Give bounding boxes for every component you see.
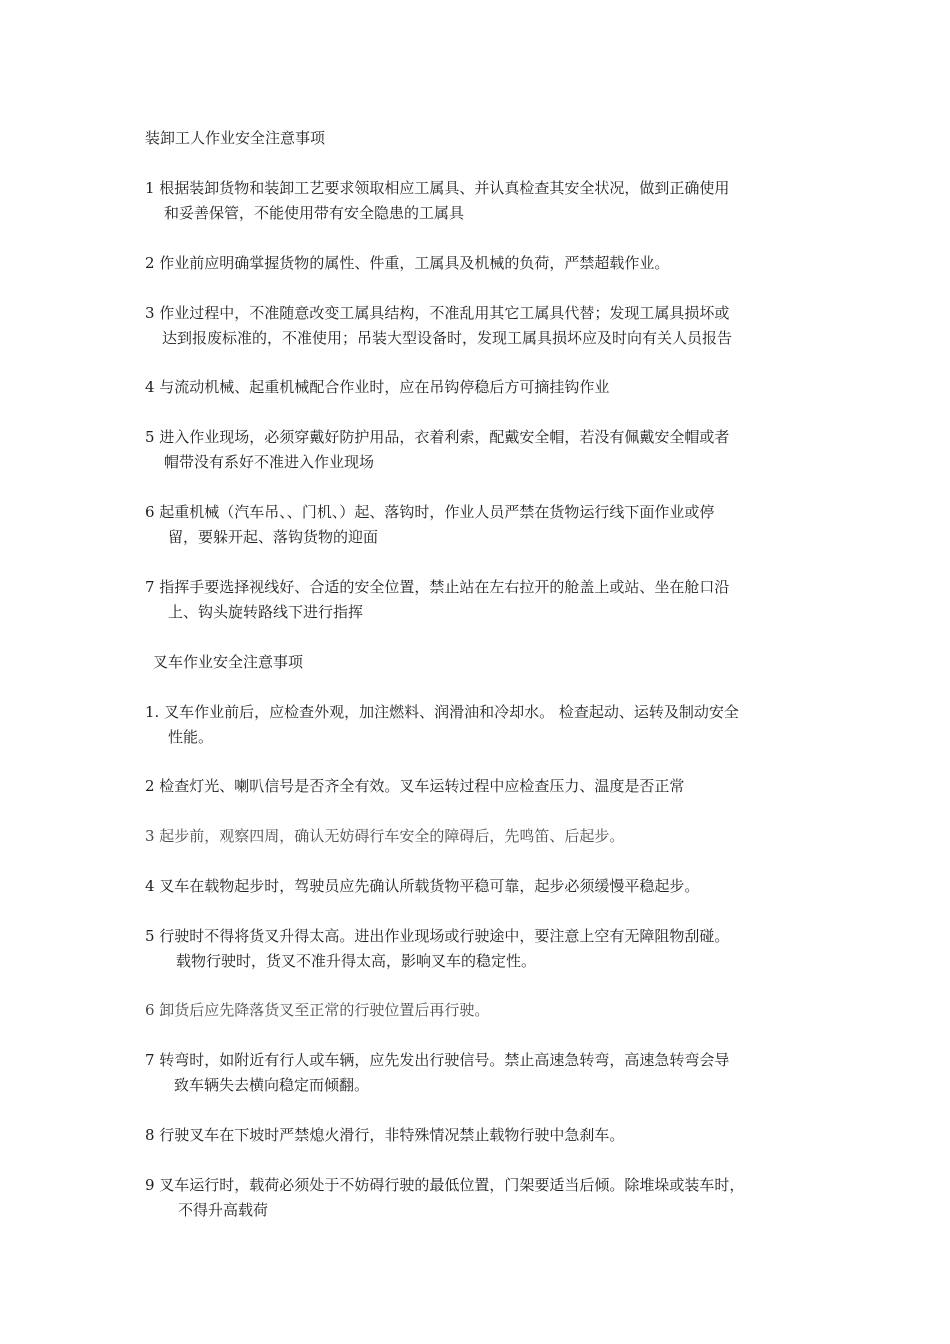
list-item: 6 卸货后应先降落货叉至正常的行驶位置后再行驶。: [145, 1001, 490, 1019]
list-item: 2 检查灯光、喇叭信号是否齐全有效。叉车运转过程中应检查压力、温度是否正常: [145, 777, 685, 795]
list-item: 2 作业前应明确掌握货物的属性、件重，工属具及机械的负荷，严禁超载作业。: [145, 254, 670, 272]
list-item: 8 行驶叉车在下坡时严禁熄火滑行，非特殊情况禁止载物行驶中急刹车。: [145, 1126, 625, 1144]
list-item-continuation: 不得升高载荷: [178, 1201, 269, 1219]
list-item-continuation: 达到报废标准的，不准使用；吊装大型设备时，发现工属具损坏应及时向有关人员报告: [162, 329, 733, 347]
list-item: 5 进入作业现场，必须穿戴好防护用品，衣着利索，配戴安全帽，若没有佩戴安全帽或者: [145, 428, 730, 446]
list-item: 5 行驶时不得将货叉升得太高。进出作业现场或行驶途中，要注意上空有无障阻物刮碰。: [145, 927, 730, 945]
list-item-continuation: 上、钩头旋转路线下进行指挥: [168, 603, 364, 621]
list-item: 3 作业过程中，不准随意改变工属具结构，不准乱用其它工属具代替；发现工属具损坏或: [145, 304, 730, 322]
list-item-continuation: 载物行驶时，货叉不准升得太高，影响叉车的稳定性。: [176, 952, 537, 970]
list-item: 1 根据装卸货物和装卸工艺要求领取相应工属具、并认真检查其安全状况，做到正确使用: [145, 179, 730, 197]
list-item: 7 转弯时，如附近有行人或车辆，应先发出行驶信号。禁止高速急转弯，高速急转弯会导: [145, 1051, 730, 1069]
list-item: 4 与流动机械、起重机械配合作业时，应在吊钩停稳后方可摘挂钩作业: [145, 378, 610, 396]
list-item: 4 叉车在载物起步时，驾驶员应先确认所载货物平稳可靠，起步必须缓慢平稳起步。: [145, 877, 700, 895]
list-item: 6 起重机械（汽车吊、、门机、）起、落钩时，作业人员严禁在货物运行线下面作业或停: [145, 503, 715, 521]
list-item: 1. 叉车作业前后，应检查外观，加注燃料、润滑油和冷却水。 检查起动、运转及制动安全: [145, 703, 739, 721]
list-item-continuation: 和妥善保管，不能使用带有安全隐患的工属具: [164, 204, 465, 222]
list-item: 3 起步前，观察四周，确认无妨碍行车安全的障碍后，先鸣笛、后起步。: [145, 827, 625, 845]
list-item-continuation: 致车辆失去横向稳定而倾翻。: [174, 1076, 370, 1094]
list-item-continuation: 帽带没有系好不准进入作业现场: [164, 453, 375, 471]
list-item-continuation: 留，要躲开起、落钩货物的迎面: [168, 528, 379, 546]
list-item: 9 叉车运行时，载荷必须处于不妨碍行驶的最低位置，门架要适当后倾。除堆垛或装车时，: [145, 1176, 745, 1194]
list-item: 7 指挥手要选择视线好、合适的安全位置，禁止站在左右拉开的舱盖上或站、坐在舱口沿: [145, 578, 730, 596]
list-item-continuation: 性能。: [168, 728, 214, 746]
section-title: 装卸工人作业安全注意事项: [145, 129, 326, 147]
section-title: 叉车作业安全注意事项: [153, 653, 304, 671]
